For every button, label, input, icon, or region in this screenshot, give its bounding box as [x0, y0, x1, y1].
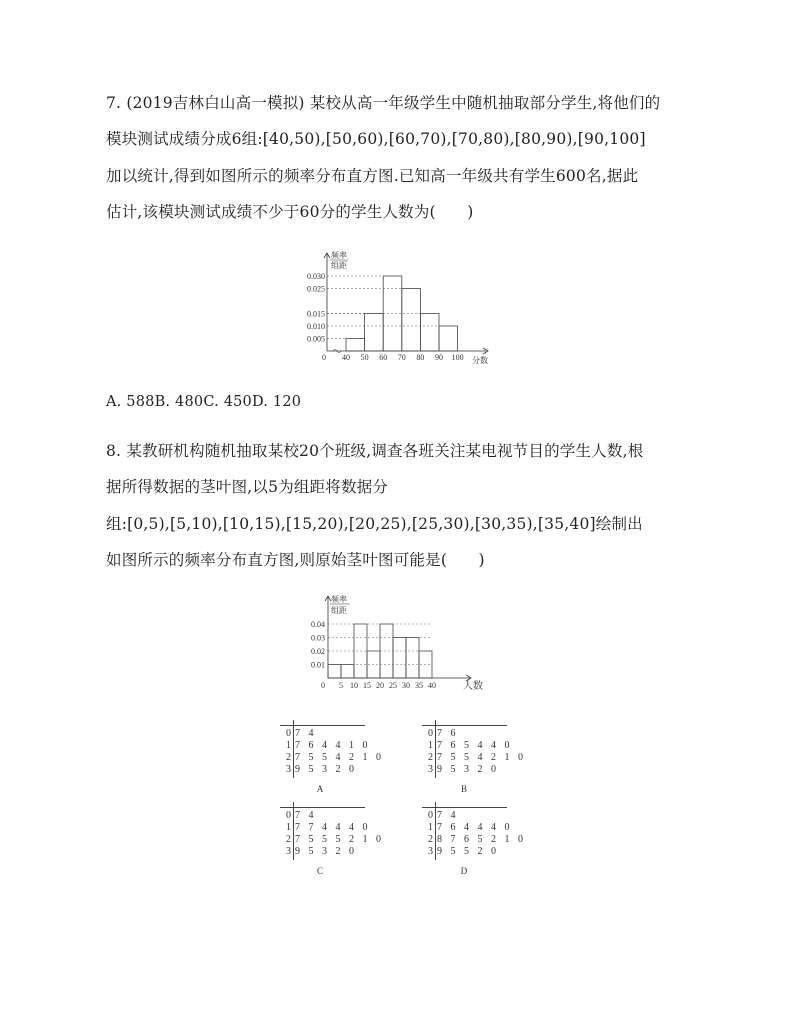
c7-origin: 0 — [322, 353, 326, 362]
c7-bar — [402, 289, 421, 352]
stemleaf-row: 0 7 4 — [286, 810, 317, 821]
c8-bar — [393, 638, 406, 679]
c7-ytick-label: 0.010 — [307, 322, 325, 331]
c8-ylabel-top: 频率 — [331, 595, 347, 604]
stemleaf-D — [427, 810, 526, 876]
c8-ytick-label: 0.04 — [311, 620, 325, 629]
histogram-q7 — [300, 248, 500, 373]
stemleaf-row: 3 9 5 3 2 0 — [428, 764, 499, 775]
c8-xtick-label: 40 — [428, 681, 436, 690]
stemleaf-row: 2 7 5 5 4 2 1 0 — [428, 752, 526, 763]
c7-xtick-label: 90 — [435, 353, 443, 362]
stemleaf-C-caption: C — [316, 866, 323, 876]
c8-xtick-label: 35 — [415, 681, 423, 690]
q7-line-2: 模块测试成绩分成6组:[40,50),[50,60),[60,70),[70,80),[80,90),[90,100] — [106, 130, 646, 148]
stemleaf-B-caption: B — [460, 784, 467, 794]
c7-xtick-label: 50 — [360, 353, 369, 362]
stemleaf-C — [285, 810, 384, 876]
c7-ytick-label: 0.025 — [307, 284, 325, 294]
stemleaf-row: 3 9 5 3 2 0 — [286, 764, 357, 775]
c7-ytick-label: 0.030 — [307, 272, 325, 281]
stemleaf-row: 2 8 7 6 5 2 1 0 — [428, 834, 526, 845]
stemleaf-row: 1 7 6 4 4 1 0 — [286, 740, 371, 751]
c8-bar — [341, 665, 354, 679]
c8-ylabel-bottom: 组距 — [331, 606, 347, 615]
q8-line-3: 组:[0,5),[5,10),[10,15),[15,20),[20,25),[25,30),[30,35),[35,40]绘制出 — [106, 515, 643, 533]
c8-origin: 0 — [321, 681, 325, 690]
stemleaf-row: 1 7 6 4 4 4 0 — [428, 822, 513, 833]
c7-xtick-label: 40 — [342, 353, 350, 362]
stemleaf-row: 3 9 5 3 2 0 — [286, 846, 357, 857]
q7-line-3: 加以统计,得到如图所示的频率分布直方图.已知高一年级共有学生600名,据此 — [106, 167, 639, 185]
c7-bar — [365, 314, 384, 352]
stemleaf-row: 0 7 4 — [286, 728, 317, 739]
stemleaf-B — [427, 728, 526, 794]
c8-xtick-label: 5 — [339, 681, 343, 690]
q8-line-1: 8. 某教研机构随机抽取某校20个班级,调查各班关注某电视节目的学生人数,根 — [106, 442, 644, 460]
histogram-q8 — [300, 592, 500, 697]
c8-xtick-label: 10 — [350, 681, 358, 690]
q8-line-2: 据所得数据的茎叶图,以5为组距将数据分 — [106, 478, 389, 496]
stemleaf-row: 3 9 5 5 2 0 — [428, 846, 499, 857]
c7-bar — [420, 314, 439, 352]
stemleaf-row: 0 7 4 — [428, 810, 459, 821]
c7-ylabel-bottom: 组距 — [331, 261, 347, 270]
stemleaf-D-caption: D — [460, 866, 468, 876]
c7-xlabel: 分数 — [472, 356, 488, 365]
stemleaf-row: 1 7 7 4 4 4 0 — [286, 822, 371, 833]
stemleaf-row: 0 7 6 — [428, 728, 459, 739]
c7-xtick-label: 100 — [451, 353, 464, 362]
c7-xtick-label: 60 — [379, 353, 388, 362]
c7-xtick-label: 80 — [416, 353, 425, 362]
c7-ytick-label: 0.015 — [307, 309, 325, 319]
c7-bar — [346, 339, 365, 352]
c8-xtick-label: 30 — [402, 681, 410, 690]
c7-xtick-label: 70 — [397, 353, 406, 362]
q8-line-4: 如图所示的频率分布直方图,则原始茎叶图可能是( ) — [106, 551, 485, 569]
c8-ytick-label: 0.01 — [311, 660, 325, 670]
q7-options: A. 588B. 480C. 450D. 120 — [106, 394, 302, 410]
c8-ytick-label: 0.02 — [311, 647, 325, 656]
stemleaf-row: 2 7 5 5 5 2 1 0 — [286, 834, 384, 845]
stemleaf-A-caption: A — [316, 784, 324, 794]
c7-bar — [439, 326, 458, 351]
c8-xtick-label: 20 — [376, 681, 384, 690]
stemleaf-A — [285, 728, 384, 794]
stemleaf-row: 1 7 6 5 4 4 0 — [428, 740, 513, 751]
c8-bar — [406, 638, 419, 679]
c8-xlabel: 人数 — [463, 681, 483, 692]
c8-xtick-label: 25 — [389, 681, 397, 690]
q7-line-1: 7. (2019吉林白山高一模拟) 某校从高一年级学生中随机抽取部分学生,将他们的 — [106, 94, 661, 112]
c8-ytick-label: 0.03 — [311, 633, 325, 643]
stemleaf-row: 2 7 5 5 4 2 1 0 — [286, 752, 384, 763]
c8-xtick-label: 15 — [363, 681, 371, 690]
c8-bar — [328, 665, 341, 679]
c7-ylabel-top: 频率 — [331, 251, 347, 260]
c7-ytick-label: 0.005 — [307, 334, 325, 344]
q7-line-4: 估计,该模块测试成绩不少于60分的学生人数为( ) — [106, 203, 474, 221]
